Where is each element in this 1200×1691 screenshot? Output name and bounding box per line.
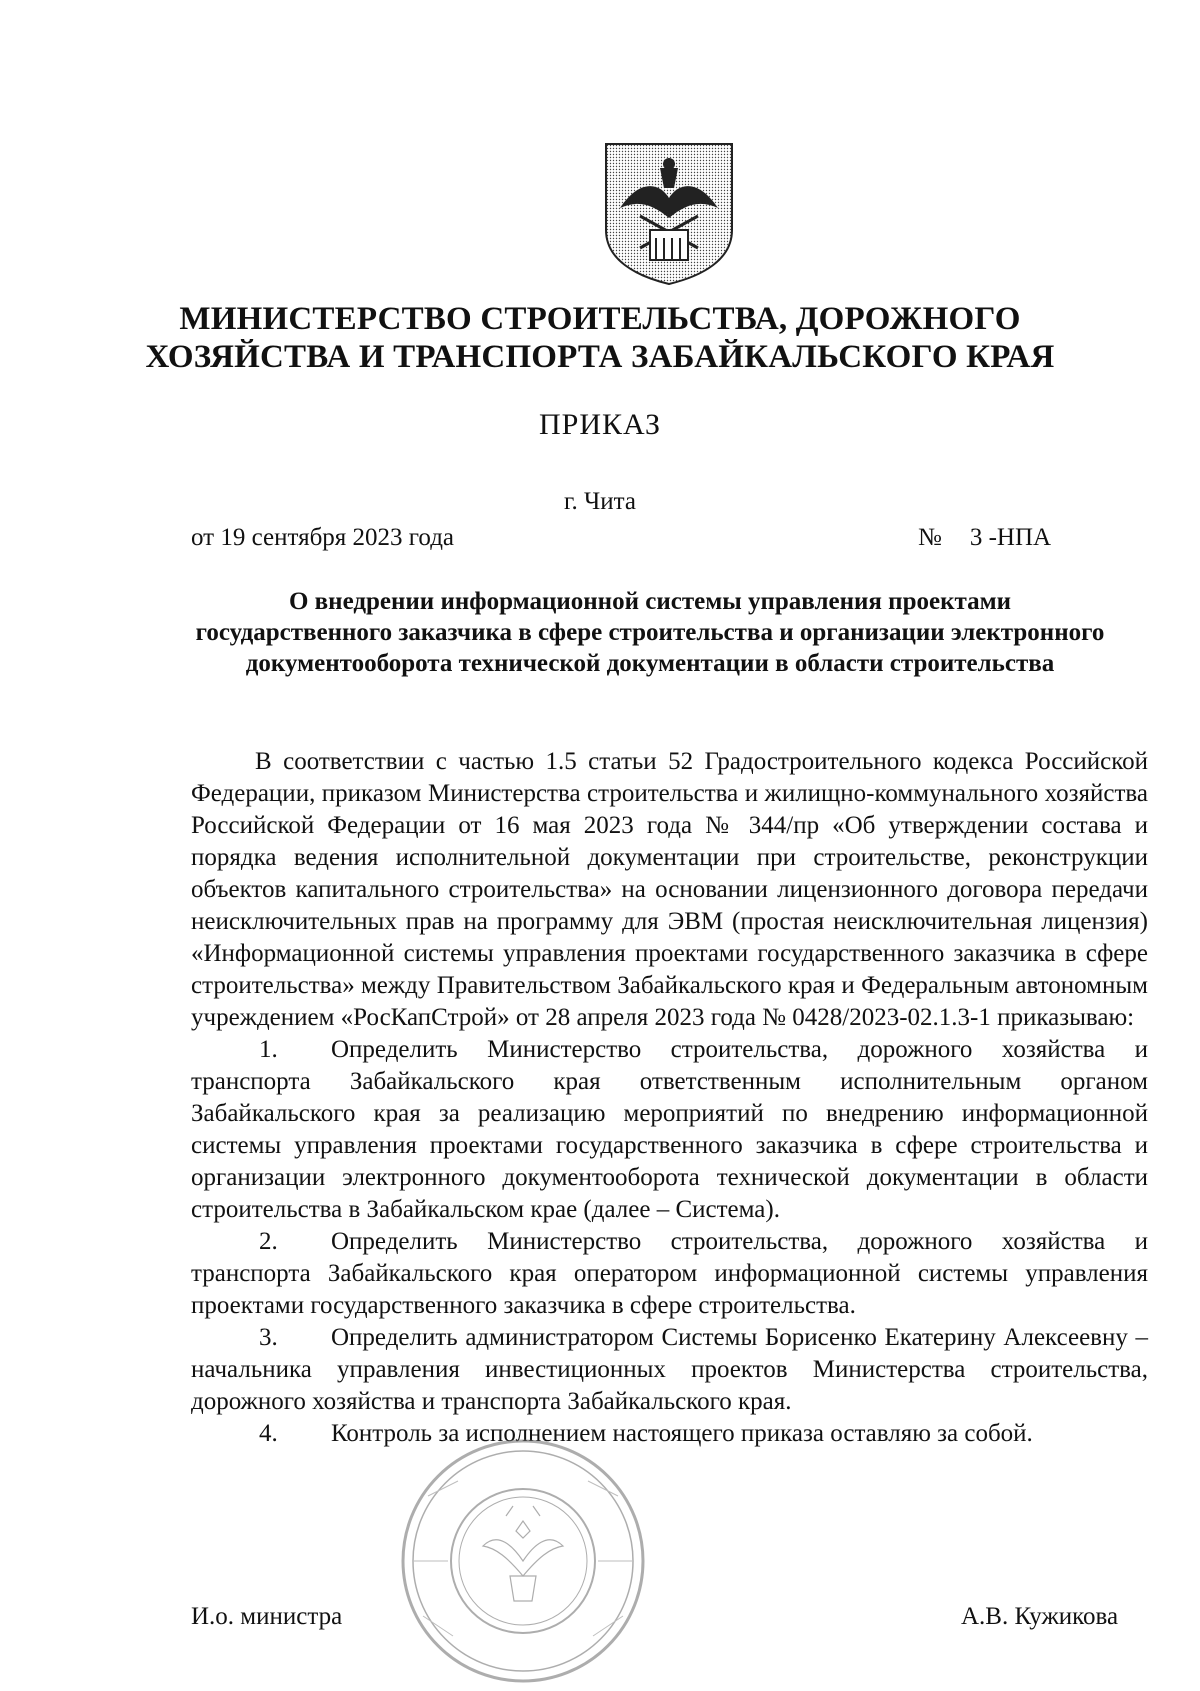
item-text: Определить Министерство строительства, дорожного хозяйства и транспорта Забайкальского края оператором информационной системы управления проектами государственного заказчика в сфере строительства. [191,1228,1148,1319]
document-number [918,524,1051,552]
item-text: Контроль за исполнением настоящего приказа оставляю за собой. [331,1420,1033,1447]
item-number: 3. [259,1324,278,1351]
list-item [191,1418,1148,1450]
organization-title-line-1: МИНИСТЕРСТВО СТРОИТЕЛЬСТВА, ДОРОЖНОГО [179,301,1021,337]
item-text: Определить администратором Системы Борисенко Екатерину Алексеевну – начальника управления инвестиционных проектов Министерства строительства, дорожного хозяйства и транспорта Забайкальского края. [191,1324,1148,1415]
document-subject: О внедрении информационной системы управления проектами государственного заказчика в сфере строительства и организации электронного документооборота технической документации в области строительства [195,588,1105,677]
coat-of-arms-icon [600,138,738,286]
signer-name: А.В. Кужикова [961,1603,1119,1630]
item-number: 2. [259,1228,278,1255]
number-value: 3 -НПА [969,524,1052,551]
list-item [191,1034,1148,1226]
preamble-paragraph: В соответствии с частью 1.5 статьи 52 Градостроительного кодекса Российской Федерации, приказом Министерства строительства и жилищно-коммунального хозяйства Российской Федерации от 16 мая 2023 года № 344/пр «Об утверждении состава и порядка ведения исполнительной документации при строительстве, реконструкции объектов капитального строительства» на основании лицензионного договора передачи неисключительных прав на программу для ЭВМ (простая неисключительная лицензия) «Информационной системы управления проектами государственного заказчика в сфере строительства» между Правительством Забайкальского края и Федеральным автономным учреждением «РосКапСтрой» от 28 апреля 2023 года № 0428/2023-02.1.3-1 приказываю: [191,748,1148,1031]
item-number: 4. [259,1420,278,1447]
document-type: ПРИКАЗ [539,408,661,441]
list-item [191,1322,1148,1418]
number-sign: № [918,524,942,551]
item-text: Определить Министерство строительства, дорожного хозяйства и транспорта Забайкальского края ответственным исполнительным органом Забайкальского края за реализацию мероприятий по внедрению информационной системы управления проектами государственного заказчика в сфере строительства и организации электронного документооборота технической документации в области строительства в Забайкальском крае (далее – Система). [191,1036,1148,1223]
organization-title [0,300,1200,376]
item-number: 1. [259,1036,278,1063]
document-date: от 19 сентября 2023 года [191,524,455,551]
city: г. Чита [564,488,636,515]
signer-role: И.о. министра [191,1603,343,1630]
document-body [191,746,1148,1450]
official-seal-icon [398,1436,648,1686]
organization-title-line-2: ХОЗЯЙСТВА И ТРАНСПОРТА ЗАБАЙКАЛЬСКОГО КРАЯ [145,339,1055,375]
list-item [191,1226,1148,1322]
